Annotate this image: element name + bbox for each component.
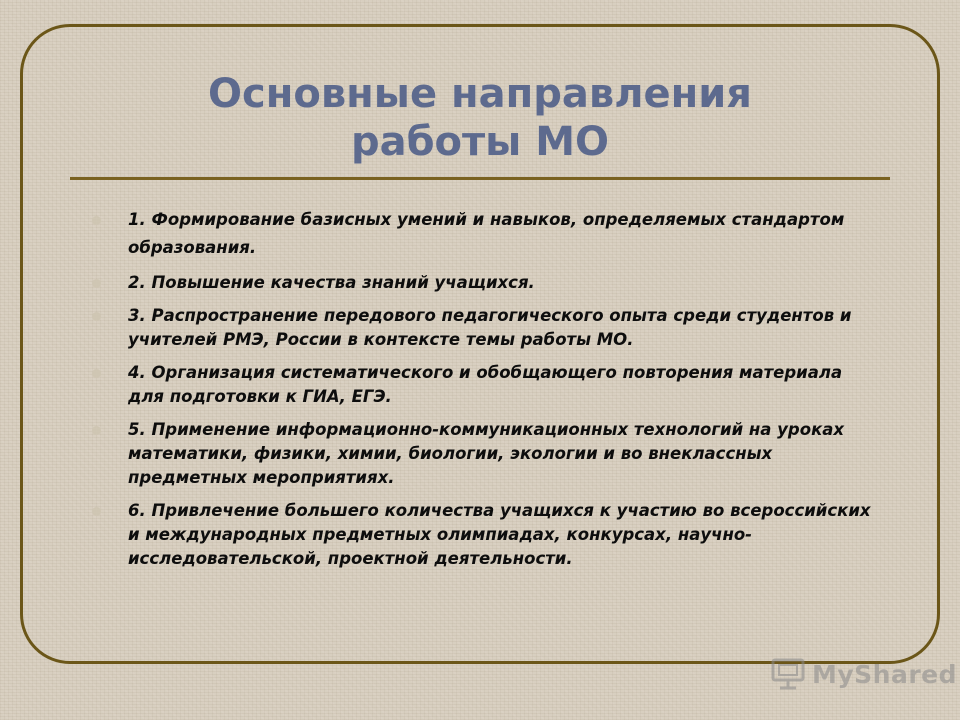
bullet-icon (92, 369, 101, 378)
bullet-icon (92, 507, 101, 516)
title-divider (70, 177, 890, 180)
list-item (92, 304, 882, 352)
list-item-text: 5. Применение информационно-коммуникационных технологий на уроках математики, физики, химии, биологии, экологии и во внеклассных предметных мероприятиях. (128, 420, 845, 487)
list-item-text: 3. Распространение передового педагогического опыта среди студентов и учителей РМЭ, России в контексте темы работы МО. (128, 306, 852, 349)
bullet-icon (92, 426, 101, 435)
watermark-text: MyShared (812, 659, 958, 689)
list-item-text: 4. Организация систематического и обобщающего повторения материала для подготовки к ГИА, ЕГЭ. (128, 363, 843, 406)
slide-title-line-2: работы МО (350, 119, 610, 165)
list-item-text: 6. Привлечение большего количества учащихся к участию во всероссийских и международных предметных олимпиадах, конкурсах, научно-исследовательской, проектной деятельности. (128, 501, 871, 568)
list-item (92, 499, 882, 571)
bullet-icon (92, 216, 101, 225)
slide-title (0, 70, 960, 166)
bullet-icon (92, 312, 101, 321)
list-item (92, 271, 882, 295)
list-item (92, 418, 882, 490)
directions-list (92, 206, 882, 580)
list-item-text: 2. Повышение качества знаний учащихся. (128, 273, 535, 292)
list-item (92, 361, 882, 409)
list-item (92, 206, 882, 262)
slide-title-line-1: Основные направления (208, 71, 752, 117)
myshared-watermark (770, 656, 957, 692)
myshared-logo-icon (770, 657, 806, 691)
list-item-text: 1. Формирование базисных умений и навыков, определяемых стандартом образования. (128, 210, 845, 257)
bullet-icon (92, 279, 101, 288)
